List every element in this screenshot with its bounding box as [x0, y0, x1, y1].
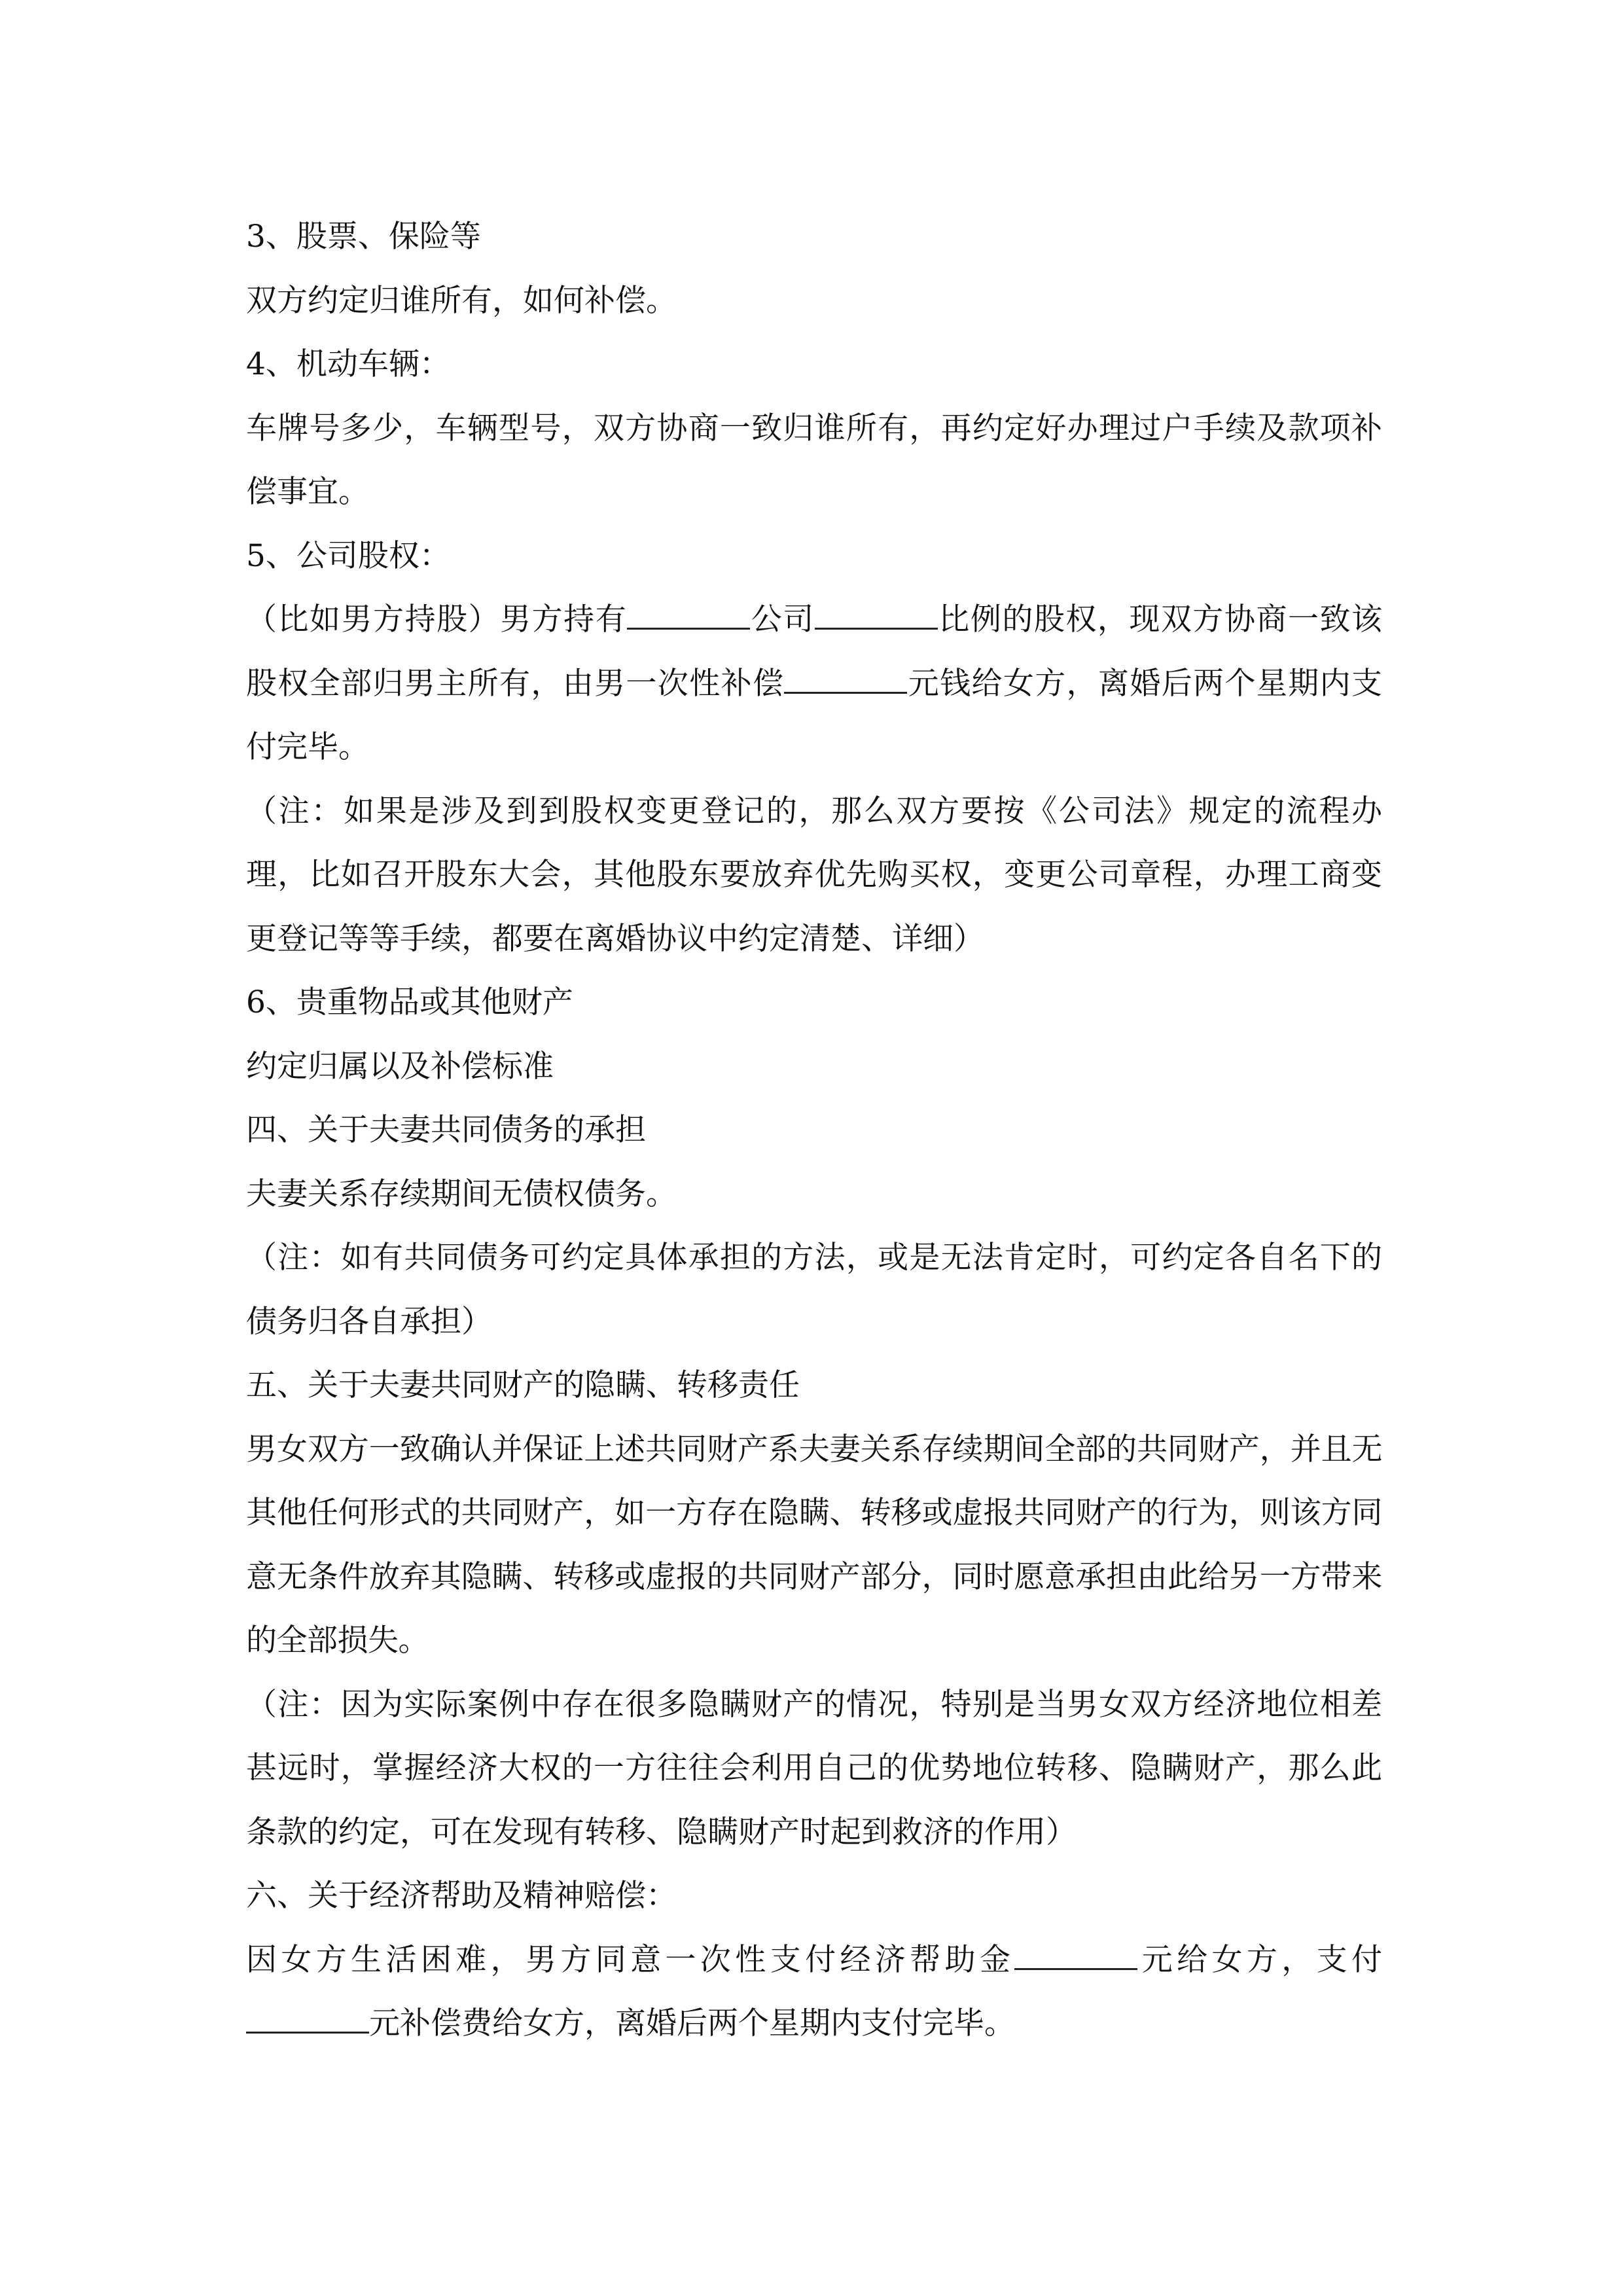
paragraph-valuables-terms: 约定归属以及补偿标准: [246, 1048, 554, 1085]
section-heading-joint-debts: 四、关于夫妻共同债务的承担: [246, 1112, 646, 1148]
document-body: [246, 205, 1382, 2056]
equity-text-2: 公司: [750, 601, 815, 637]
note-equity-registration: （注：如果是涉及到到股权变更登记的，那么双方要按《公司法》规定的流程办理，比如召开股东大会，其他股东要放弃优先购买权，变更公司章程，办理工商变更登记等等手续，都要在离婚协议中约定清楚、详细）: [246, 793, 1382, 957]
section-heading-stocks: 3、股票、保险等: [246, 219, 481, 255]
paragraph-vehicles-terms: 车牌号多少，车辆型号，双方协商一致归谁所有，再约定好办理过户手续及款项补偿事宜。: [246, 410, 1382, 510]
compensation-text-3: 元补偿费给女方，离婚后两个星期内支付完毕。: [369, 2005, 1015, 2041]
section-heading-compensation: 六、关于经济帮助及精神赔偿：: [246, 1878, 677, 1914]
fill-in-blank: [246, 2005, 369, 2034]
note-concealment: （注：因为实际案例中存在很多隐瞒财产的情况，特别是当男女双方经济地位相差甚远时，掌握经济大权的一方往往会利用自己的优势地位转移、隐瞒财产，那么此条款的约定，可在发现有转移、隐瞒财产时起到救济的作用）: [246, 1686, 1382, 1850]
fill-in-blank: [815, 601, 938, 630]
paragraph-joint-debts: 夫妻关系存续期间无债权债务。: [246, 1175, 677, 1212]
equity-text-1: （比如男方持股）男方持有: [246, 601, 628, 637]
fill-in-blank: [1014, 1942, 1137, 1970]
section-heading-vehicles: 4、机动车辆：: [246, 346, 450, 382]
section-heading-valuables: 6、贵重物品或其他财产: [246, 984, 573, 1020]
equity-text-3: 比例的股权，现双方协商一致该股权全部归男主所有，由男一次性补偿: [246, 601, 1383, 702]
paragraph-compensation-terms: [246, 1928, 1382, 2056]
section-heading-equity: 5、公司股权：: [246, 537, 450, 574]
fill-in-blank: [627, 601, 750, 630]
paragraph-concealment-terms: 男女双方一致确认并保证上述共同财产系夫妻关系存续期间全部的共同财产，并且无其他任何形式的共同财产，如一方存在隐瞒、转移或虚报共同财产的行为，则该方同意无条件放弃其隐瞒、转移或虚报的共同财产部分，同时愿意承担由此给另一方带来的全部损失。: [246, 1431, 1382, 1659]
fill-in-blank: [784, 666, 907, 694]
equity-text-4: 元钱给女方，离婚后两个星期内支付完毕。: [246, 665, 1382, 765]
note-joint-debts: （注：如有共同债务可约定具体承担的方法，或是无法肯定时，可约定各自名下的债务归各自承担）: [246, 1240, 1382, 1340]
compensation-text-1: 因女方生活困难，男方同意一次性支付经济帮助金: [246, 1941, 1015, 1978]
compensation-text-2: 元给女方，支付: [1137, 1941, 1382, 1978]
paragraph-stocks-terms: 双方约定归谁所有，如何补偿。: [246, 282, 677, 319]
section-heading-concealment: 五、关于夫妻共同财产的隐瞒、转移责任: [246, 1367, 800, 1403]
paragraph-equity-terms: [246, 588, 1382, 780]
